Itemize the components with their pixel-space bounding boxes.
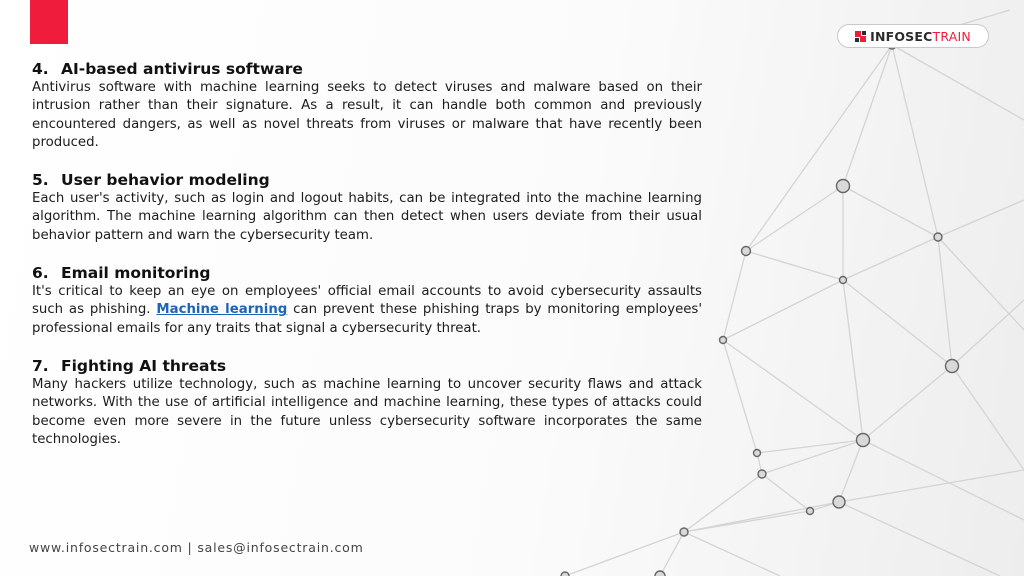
content-list [32,59,702,467]
section-body: Antivirus software with machine learning seeks to detect viruses and malware based on their intrusion rather than their signature. As a result, it can handle both common and previously encountered dangers, as well as novel threats from viruses or malware that have recently been produced. [32,80,702,150]
logo-mark-icon [855,31,866,42]
machine-learning-link[interactable]: Machine learning [156,302,288,318]
logo-text-part2: TRAIN [932,28,971,44]
section-title: User behavior modeling [61,171,270,190]
section-body: Many hackers utilize technology, such as machine learning to uncover security flaws and attack networks. With the use of artificial intelligence and machine learning, these types of attacks could become even more severe in the future unless cybersecurity software incorporates the same technologies. [32,376,702,447]
section-title: Fighting AI threats [61,356,227,375]
section-heading [32,356,702,376]
section-body-after-link: can prevent these phishing traps by monitoring employees' professional emails for any traits that signal a cybersecurity threat. [32,302,703,336]
section-title: Email monitoring [61,264,211,283]
section-heading [32,170,702,190]
section-email-monitoring [32,263,702,338]
footer-contact: www.infosectrain.com | sales@infosectrain.com [29,540,364,555]
section-number: 6. [32,264,49,283]
section-user-behavior [32,170,702,245]
section-ai-antivirus [32,59,702,152]
section-body-before-link: It's critical to keep an eye on employees' official email accounts to avoid cybersecurity assaults such as phishing. [32,284,702,318]
section-number: 5. [32,171,49,190]
section-number: 4. [32,60,49,78]
logo-text [870,29,971,44]
section-heading [32,263,702,283]
section-heading [32,59,702,79]
section-body [32,283,702,338]
section-body: Each user's activity, such as login and logout habits, can be integrated into the machine learning algorithm. The machine learning algorithm can then detect when users deviate from their usual behavior pattern and warn the cybersecurity team. [32,191,702,243]
section-fighting-ai-threats [32,356,702,449]
logo-text-part1: INFOSEC [870,28,933,44]
infosectrain-logo [837,24,989,48]
section-title: AI-based antivirus software [61,60,303,78]
section-number: 7. [32,356,49,375]
